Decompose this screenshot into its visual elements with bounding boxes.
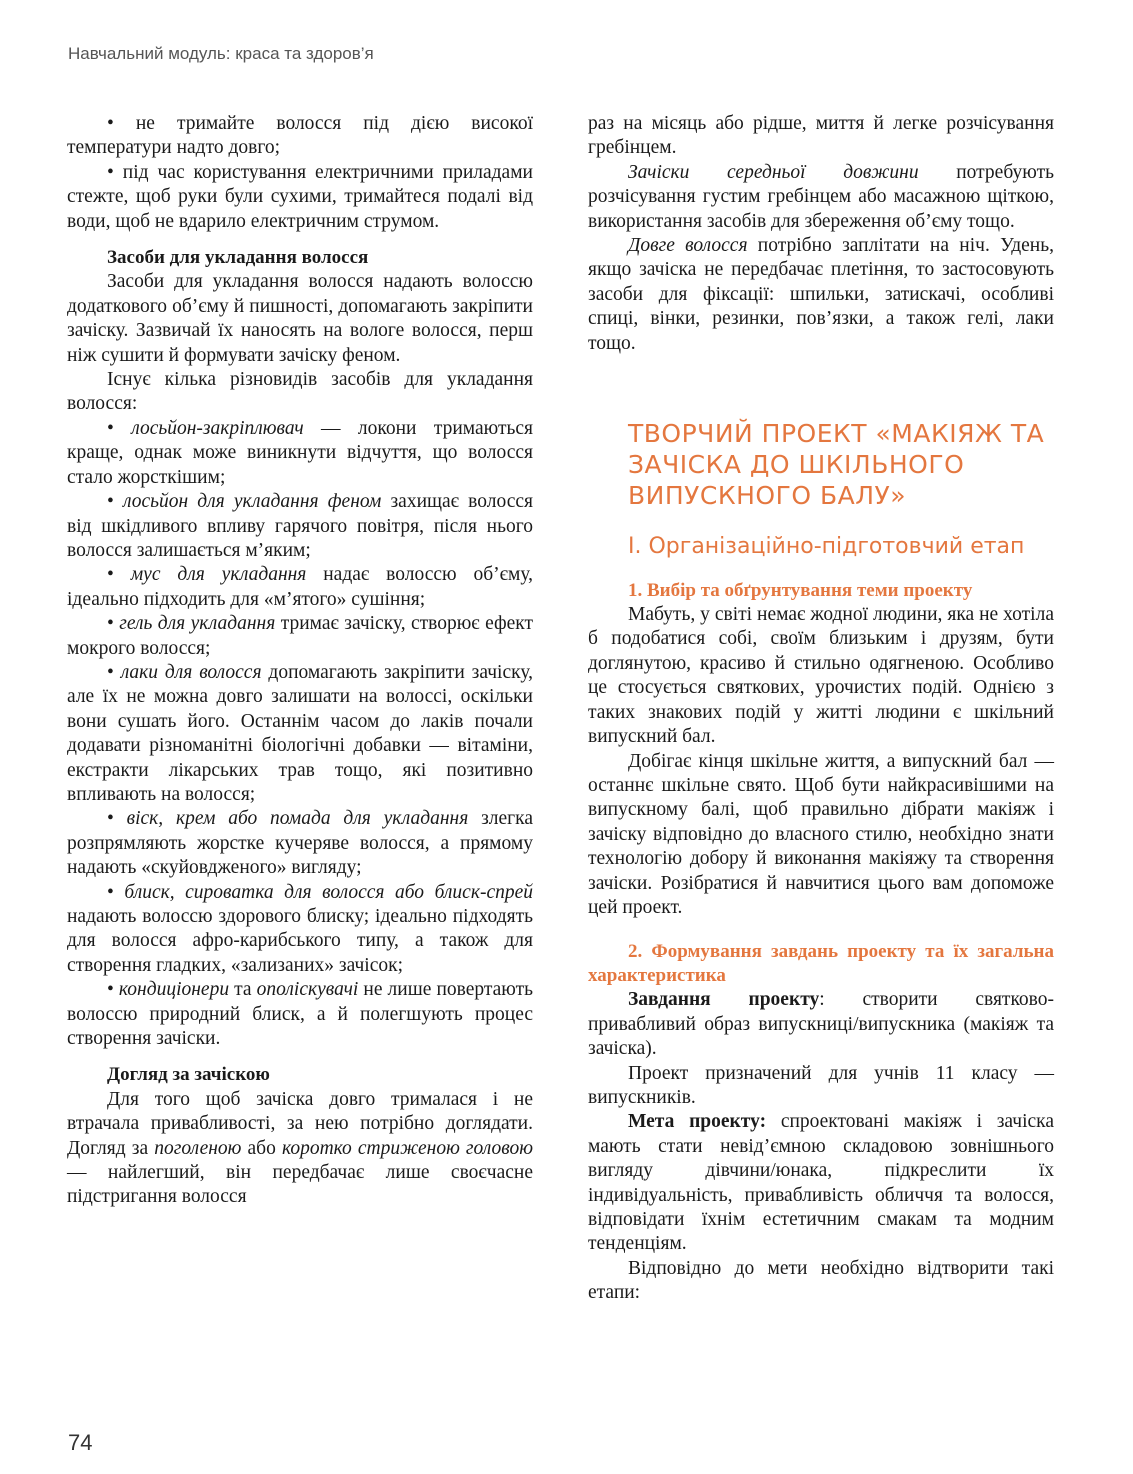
paragraph: Відповідно до мети необхідно відтворити такі етапи:: [588, 1257, 1054, 1304]
paragraph: Проект призначений для учнів 11 класу — випускників.: [588, 1062, 1054, 1108]
bullet-paragraph: • не тримайте волосся під дією високої температури надто довго;: [67, 113, 533, 159]
item-text: злегка розпрямляють жорстке кучеряве волосся, а прямому надають «скуйовдженого» вигляду;: [67, 808, 534, 879]
paragraph: Мабуть, у світі немає жодної людини, яка не хотіла б подобатися собі, своїм близьким і друзям, бути доглянутою, красиво й стильно одягненою. Особливо це стосується святкових, урочистих подій. Однією з таких знакових подій у житті людини є шкільний випускний бал.: [588, 604, 1054, 748]
subsection-heading: 1. Вибір та обґрунтування теми проекту: [628, 580, 973, 602]
subsection-heading: 2. Формування завдань проекту та їх загальна характеристика: [588, 941, 1054, 987]
label: Завдання проекту: [628, 989, 820, 1011]
running-head: Навчальний модуль: краса та здоров’я: [68, 44, 374, 63]
term: віск, крем або помада для укладання: [126, 808, 469, 830]
term: ополіскувачі: [256, 979, 359, 1001]
term: кондиціонери: [118, 979, 230, 1001]
text: : створити святково-привабливий образ випускниці/випускника (макіяж та зачіска).: [588, 989, 1055, 1060]
text: спроектовані макіяж і зачіска мають стати невід’ємною складовою зовнішнього вигляду дівчини/юнака, підкреслити їх індивідуальність, привабливість обличчя та волосся, відповідати їхнім естетичним смакам та модним тенденціям.: [588, 1111, 1054, 1255]
paragraph: [588, 1110, 1054, 1256]
text: потрібно заплітати на ніч. Удень, якщо зачіска не передбачає плетіння, то застосовують засоби для фіксації: шпильки, затискачі, особливі спиці, вінки, резинки, пов’язки, а також гелі, лаки тощо.: [588, 235, 1054, 354]
text: Для того щоб зачіска довго трималася і не втрачала привабливості, за нею потрібно доглядати. Догляд за: [67, 1088, 533, 1159]
paragraph: раз на місяць або рідше, миття й легке розчісування гребінцем.: [588, 113, 1054, 159]
term: коротко стриженою головою: [281, 1137, 533, 1159]
list-item: • лаки для волосся допомагають закріпити зачіску, але їх не можна довго залишати на волоссі, оскільки вони сушать його. Останнім часом до лаків почали додавати різноманітні біологічні добавки — вітаміни, екстракти лікарських трав тощо, які позитивно впливають на волосся;: [67, 661, 533, 805]
item-text: тримає зачіску, створює ефект мокрого волосся;: [67, 613, 533, 659]
stage-title: I. Організаційно-підготовчий етап: [628, 534, 1025, 560]
right-column: [588, 112, 1054, 1306]
term: блиск, сироватка для волосся або блиск-спрей: [124, 881, 533, 903]
term: Довге волосся: [628, 235, 748, 257]
term: поголеною: [154, 1137, 242, 1159]
list-item: • мус для укладання надає волоссю об’єму, ідеально підходить для «м’ятого» сушіння;: [67, 564, 534, 610]
bullet-paragraph: • під час користування електричними приладами стежте, щоб руки були сухими, тримайтеся подалі від води, щоб не вдарило електричним струмом.: [67, 161, 533, 232]
term: гель для укладання: [119, 613, 276, 635]
list-item: • лосьйон-закріплювач — локони тримаються краще, однак може виникнути відчуття, що волосся стало жорсткішим;: [67, 417, 534, 488]
item-text: — локони тримаються краще, однак може виникнути відчуття, що волосся стало жорсткішим;: [67, 417, 534, 488]
item-text: не лише повертають волоссю природний блиск, а й полегшують процес створення зачіски.: [67, 979, 534, 1050]
paragraph: [588, 988, 1054, 1061]
paragraph: [588, 161, 1054, 234]
label: Мета проекту:: [628, 1111, 767, 1133]
item-text: допомагають закріпити зачіску, але їх не можна довго залишати на волоссі, оскільки вони сушать його. Останнім часом до лаків почали додавати різноманітні біологічні добавки — вітаміни, екстракти лікарських трав тощо, які позитивно впливають на волосся;: [67, 661, 533, 805]
paragraph: Добігає кінця шкільне життя, а випускний бал — останнє шкільне свято. Щоб бути найкрасивішими на випускному балі, щоб правильно дібрати макіяж і зачіску відповідно до власного стилю, необхідно знати технологію добору й виконання макіяжу та створення зачіски. Розібратися й навчитися цього вам допоможе цей проект.: [588, 750, 1054, 918]
paragraph: Засоби для укладання волосся надають волоссю додаткового об’єму й пишності, допомагають закріпити зачіску. Зазвичай їх наносять на вологе волосся, перш ніж сушити й формувати зачіску феном.: [67, 271, 533, 366]
project-title: ТВОРЧИЙ ПРОЕКТ «МАКІЯЖ ТА ЗАЧІСКА ДО ШКІЛЬНОГО ВИПУСКНОГО БАЛУ»: [628, 419, 1045, 511]
item-text: надають волоссю здорового блиску; ідеально підходять для волосся афро-карибського типу, а також для створення гладких, «зализаних» зачісок;: [67, 906, 533, 976]
paragraph: [67, 1088, 533, 1210]
term: мус для укладання: [130, 564, 307, 586]
text: або: [241, 1137, 282, 1159]
list-item: • блиск, сироватка для волосся або блиск-спрей надають волоссю здорового блиску; ідеально підходять для волосся афро-карибського типу, а також для створення гладких, «зализаних» зачісок;: [67, 881, 533, 976]
term: лаки для волосся: [120, 661, 262, 683]
paragraph: Існує кілька різновидів засобів для укладання волосся:: [67, 369, 533, 415]
left-column: [67, 112, 533, 1210]
item-text: надає волоссю об’єму, ідеально підходить для «м’ятого» сушіння;: [67, 564, 534, 610]
list-item: • лосьйон для укладання феном захищає волосся від шкідливого впливу гарячого повітря, після нього волосся залишається м’яким;: [67, 491, 534, 561]
list-item: • гель для укладання тримає зачіску, створює ефект мокрого волосся;: [67, 613, 533, 659]
text: потребують розчісування густим гребінцем або масажною щіткою, використання засобів для збереження об’єму тощо.: [588, 161, 1054, 232]
text: — найлегший, він передбачає лише своєчасне підстригання волосся: [67, 1162, 533, 1208]
section-heading: Засоби для укладання волосся: [107, 247, 369, 269]
page-number: 74: [68, 1430, 93, 1455]
item-text: та: [229, 979, 257, 1001]
term: Зачіски середньої довжини: [628, 161, 919, 183]
paragraph: [588, 234, 1054, 356]
list-item: • віск, крем або помада для укладання злегка розпрямляють жорстке кучеряве волосся, а прямому надають «скуйовдженого» вигляду;: [67, 808, 534, 879]
term: лосьйон-закріплювач: [131, 417, 304, 439]
list-item: • кондиціонери та ополіскувачі не лише повертають волоссю природний блиск, а й полегшують процес створення зачіски.: [67, 979, 534, 1050]
section-heading: Догляд за зачіскою: [107, 1064, 270, 1086]
item-text: захищає волосся від шкідливого впливу гарячого повітря, після нього волосся залишається м’яким;: [67, 491, 534, 561]
term: лосьйон для укладання феном: [122, 491, 382, 513]
